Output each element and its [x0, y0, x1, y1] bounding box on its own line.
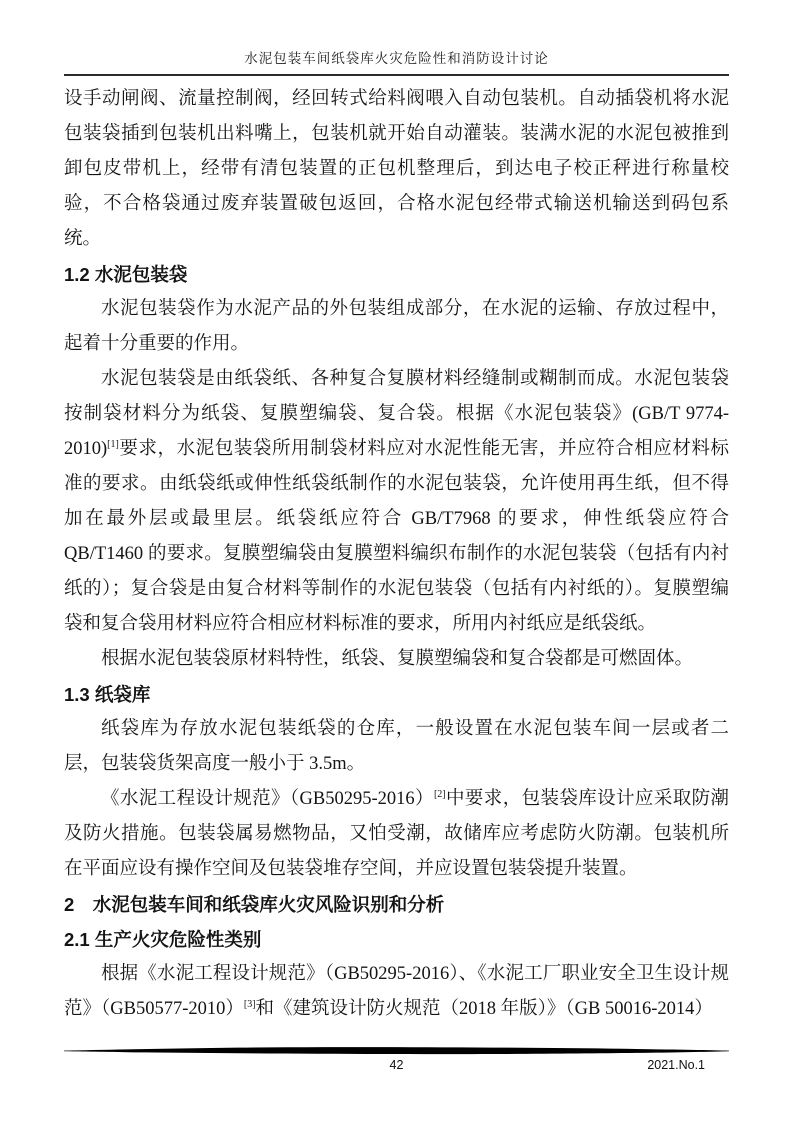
- paragraph: 《水泥工程设计规范》（GB50295-2016）[2]中要求，包装袋库设计应采取防潮及防火措施。包装袋属易燃物品，又怕受潮，故储库应考虑防火防潮。包装机所在平面应设有操作空间及包装袋堆存空间，并应设置包装袋提升装置。: [64, 788, 729, 879]
- section-heading: 1.3 纸袋库: [64, 684, 151, 705]
- header-rule: [64, 74, 729, 76]
- paragraph: 水泥包装袋作为水泥产品的外包装组成部分，在水泥的运输、存放过程中，起着十分重要的作用。: [64, 299, 729, 354]
- section-heading: 2 水泥包装车间和纸袋库火灾风险识别和分析: [64, 894, 445, 915]
- paragraph: 根据水泥包装袋原材料特性，纸袋、复膜塑编袋和复合袋都是可燃固体。: [101, 649, 694, 669]
- paragraph: 根据《水泥工程设计规范》（GB50295-2016）、《水泥工厂职业安全卫生设计规范》（GB50577-2010）[3]和《建筑设计防火规范（2018 年版）》（GB 50016-2014）: [64, 964, 729, 1019]
- document-body: [64, 82, 729, 1027]
- paragraph: 水泥包装袋是由纸袋纸、各种复合复膜材料经缝制或糊制而成。水泥包装袋按制袋材料分为纸袋、复膜塑编袋、复合袋。根据《水泥包装袋》(GB/T 9774-2010)[1]要求，水泥包装袋所用制袋材料应对水泥性能无害，并应符合相应材料标准的要求。由纸袋纸或伸性纸袋纸制作的水泥包装袋，允许使用再生纸，但不得加在最外层或最里层。纸袋纸应符合 GB/T7968 的要求，伸性纸袋应符合 QB/T1460 的要求。复膜塑编袋由复膜塑料编织布制作的水泥包装袋（包括有内衬纸的）；复合袋是由复合材料等制作的水泥包装袋（包括有内衬纸的）。复膜塑编袋和复合袋用材料应符合相应材料标准的要求，所用内衬纸应是纸袋纸。: [64, 369, 729, 634]
- issue-label: 2021.No.1: [647, 1058, 705, 1072]
- footnote-reference: [3]: [243, 998, 256, 1010]
- page-number: 42: [389, 1058, 404, 1072]
- section-heading: 1.2 水泥包装袋: [64, 264, 188, 285]
- running-header: [64, 50, 729, 76]
- section-heading: 2.1 生产火灾危险性类别: [64, 929, 262, 950]
- footer-rule: [64, 1046, 729, 1055]
- footnote-reference: [1]: [107, 438, 119, 450]
- paragraph: 纸袋库为存放水泥包装纸袋的仓库，一般设置在水泥包装车间一层或者二层，包装袋货架高度一般小于 3.5m。: [64, 719, 729, 774]
- page-footer: [64, 1046, 729, 1076]
- paragraph: 设手动闸阀、流量控制阀，经回转式给料阀喂入自动包装机。自动插袋机将水泥包装袋插到包装机出料嘴上，包装机就开始自动灌装。装满水泥的水泥包被推到卸包皮带机上，经带有清包装置的正包机整理后，到达电子校正秤进行称量校验，不合格袋通过废弃装置破包返回，合格水泥包经带式输送机输送到码包系统。: [64, 89, 729, 249]
- footnote-reference: [2]: [433, 788, 446, 800]
- running-header-title: 水泥包装车间纸袋库火灾危险性和消防设计讨论: [244, 51, 549, 66]
